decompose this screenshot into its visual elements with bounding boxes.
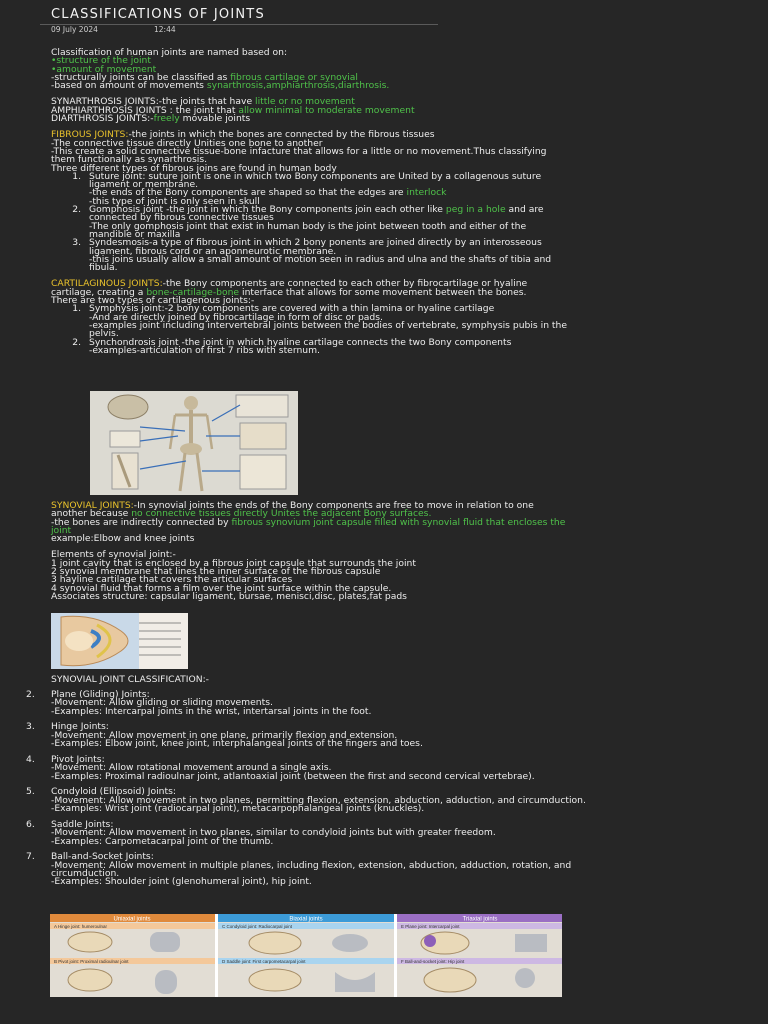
list-number: 7. <box>26 851 35 863</box>
list-body <box>51 788 586 813</box>
text: SYNARTHROSIS JOINTS:-the joints that have <box>51 96 256 108</box>
label-hinge: A Hinge joint: humeroulnar <box>54 924 108 929</box>
intro-line: Classification of human joints are named based on: <box>51 47 288 58</box>
joint-type-title: Pivot Joints: <box>51 753 105 765</box>
text: -the bones are indirectly connected by <box>51 516 232 528</box>
section-heading: CARTILAGINOUS JOINTS: <box>51 278 163 290</box>
list-item <box>26 818 586 847</box>
list-body <box>51 723 586 748</box>
list-number: 2. <box>72 204 81 216</box>
knee-illustration <box>51 613 188 669</box>
joint-examples: -Examples: Elbow joint, knee joint, interphalangeal joints of the fingers and toes. <box>51 738 423 750</box>
intro-bullet-movement: •amount of movement <box>51 63 157 75</box>
joint-type-title: Saddle Joints: <box>51 818 114 830</box>
classification-list <box>26 691 586 894</box>
list-text: Suture joint: suture joint is one in which two Bony components are United by a collagenous suture ligament or membrane. <box>89 170 542 191</box>
highlight: bone-cartilage-bone <box>146 286 240 298</box>
list-subline: -The only gomphosis joint that exist in human body is the joint between tooth and either of the mandible or maxilla <box>89 220 527 240</box>
joint-examples: -Examples: Shoulder joint (glenohumeral joint), hip joint. <box>51 876 312 888</box>
synovial-section <box>51 502 571 601</box>
list-body <box>51 853 586 886</box>
highlight: allow minimal to moderate movement <box>238 104 415 116</box>
list-number: 3. <box>72 237 81 249</box>
text: -the ends of the Bony components are shaped so that the edges are <box>89 187 407 199</box>
joint-type-title: Hinge Joints: <box>51 721 109 733</box>
element-line: Associates structure: capsular ligament, bursae, menisci,disc, plates,fat pads <box>51 590 407 602</box>
skeleton-figure <box>90 391 298 495</box>
list-subline: -examples-articulation of first 7 ribs with sternum. <box>89 344 320 356</box>
joint-examples: -Examples: Wrist joint (radiocarpal joint), metacarpophalangeal joints (knuckles). <box>51 803 425 815</box>
joint-movement: -Movement: Allow gliding or sliding movements. <box>51 697 273 709</box>
list-text: Synchondrosis joint -the joint in which hyaline cartilage connects the two Bony components <box>89 336 512 348</box>
text: -structurally joints can be classified as <box>51 71 231 83</box>
note-date: 09 July 2024 <box>51 25 98 34</box>
joint-examples: -Examples: Proximal radioulnar joint, atlantoaxial joint (between the first and second cervical vertebrae). <box>51 770 535 782</box>
joint-types-illustration <box>50 914 562 997</box>
highlight: fibrous synovium joint capsule filled with synovial fluid that encloses the joint <box>51 516 566 536</box>
elements-heading: Elements of synovial joint:- <box>51 549 176 561</box>
list-item <box>26 788 586 813</box>
label-ball-socket: F Ball-and-socket joint: Hip joint <box>401 959 465 964</box>
list-text: Syndesmosis-a type of fibrous joint in which 2 bony ponents are joined directly by an interosseous ligament, fibrous cord or an aponneurotic membrane. <box>89 237 542 257</box>
page-title: CLASSIFICATIONS OF JOINTS <box>51 7 265 22</box>
skeleton-illustration <box>90 391 298 495</box>
intro-movement <box>51 82 571 90</box>
fibrous-line: -The connective tissue directly Unities one bone to another <box>51 137 323 149</box>
section-heading: FIBROUS JOINTS: <box>51 129 129 141</box>
table-col-triaxial: Triaxial joints <box>462 916 498 923</box>
joint-types-figure <box>50 914 562 997</box>
list-subline: -this type of joint is only seen in skull <box>89 195 260 207</box>
list-item <box>26 853 586 886</box>
list-item <box>26 753 586 782</box>
classification-heading: SYNOVIAL JOINT CLASSIFICATION:- <box>51 674 209 685</box>
text: DIARTHROSIS JOINTS:- <box>51 113 154 125</box>
joint-examples: -Examples: Intercarpal joints in the wrist, intertarsal joints in the foot. <box>51 705 372 717</box>
list-number: 2. <box>26 689 35 700</box>
label-saddle: D Saddle joint: First carpometacarpal joint <box>222 959 306 964</box>
table-col-biaxial: Biaxial joints <box>289 916 323 923</box>
highlight: freely <box>153 113 180 125</box>
joint-type-title: Condyloid (Ellipsoid) Joints: <box>51 786 176 798</box>
fibrous-line: Three different types of fibrous joins are found in human body <box>51 162 337 174</box>
text: -based on amount of movements <box>51 80 207 92</box>
list-number: 3. <box>26 721 35 733</box>
text: movable joints <box>179 113 251 125</box>
list-number: 5. <box>26 786 35 798</box>
list-text: Symphysis joint:-2 bony components are covered with a thin lamina or hyaline cartilage <box>89 303 495 315</box>
highlight: no connective tissues directly Unites the adjacent Bony surfaces. <box>131 508 432 520</box>
list-number: 6. <box>26 818 35 830</box>
highlight: peg in a hole <box>445 204 506 216</box>
text: AMPHIARTHROSIS JOINTS : the joint that <box>51 104 239 116</box>
list-number: 2. <box>72 336 81 348</box>
highlight: fibrous cartilage or synovial <box>230 71 358 83</box>
label-condyloid: C Condyloid joint: Radiocarpal joint <box>222 924 293 929</box>
joint-type-title: Ball-and-Socket Joints: <box>51 851 154 863</box>
list-number: 1. <box>72 170 81 182</box>
note-time: 12:44 <box>154 25 176 34</box>
list-number: 1. <box>72 303 81 315</box>
title-divider <box>40 24 438 25</box>
list-body <box>51 818 586 847</box>
intro-bullet-structure: •structure of the joint <box>51 55 151 67</box>
table-col-uniaxial: Uniaxial joints <box>113 916 151 923</box>
list-item <box>26 723 586 748</box>
diarthrosis-line <box>51 115 571 123</box>
text: and are connected by fibrous connective tissues <box>89 204 544 224</box>
list-subline: -examples joint including intervertebral joints between the bodies of vertebrate, symphysis pubis in the pelvis. <box>89 319 568 340</box>
note-body <box>51 49 571 355</box>
joint-movement: -Movement: Allow movement in multiple planes, including flexion, extension, abduction, adduction, rotation, and circumduction. <box>51 859 572 880</box>
text: Gomphosis joint -the joint in which the Bony components join each other like <box>89 204 446 216</box>
fibrous-line: -This create a solid connective tissue-bone infacture that allows for a little or no movement.Thus classifying them functionally as synarthrosis. <box>51 145 547 166</box>
element-line: 2 synovial membrane that lines the inner surface of the fibrous capsule <box>51 566 381 578</box>
highlight: interlock <box>406 187 447 199</box>
joint-movement: -Movement: Allow movement in one plane, primarily flexion and extension. <box>51 729 398 741</box>
list-subline: -And are directly joined by fibrocartilage in form of disc or pads. <box>89 311 383 323</box>
joint-examples: -Examples: Carpometacarpal joint of the thumb. <box>51 835 274 847</box>
joint-type-title: Plane (Gliding) Joints: <box>51 689 150 700</box>
list-body <box>51 691 586 716</box>
element-line: 3 hayline cartilage that covers the articular surfaces <box>51 574 293 586</box>
classification-heading-block <box>51 676 571 684</box>
text: -In synovial joints the ends of the Bony components are free to move in relation to one another because <box>51 500 534 520</box>
list-body <box>51 753 586 782</box>
section-heading: SYNOVIAL JOINTS: <box>51 500 134 511</box>
label-plane: E Plane joint: Intercarpal joint <box>401 924 460 929</box>
joint-movement: -Movement: Allow movement in two planes, permitting flexion, extension, abduction, adduction, and circumduction. <box>51 794 586 806</box>
label-pivot: B Pivot joint: Proximal radioulnar joint <box>54 959 129 964</box>
cartilaginous-line: There are two types of cartilagenous joints:- <box>51 295 255 307</box>
text: interface that allows for some movement between the bones. <box>239 286 527 298</box>
list-subline: -this joins usually allow a small amount of motion seen in radius and ulna and the shafts of tibia and fibula. <box>89 253 552 274</box>
highlight: synarthrosis,amphiarthrosis,diarthrosis. <box>206 80 390 92</box>
text: -the joints in which the bones are connected by the fibrous tissues <box>128 129 435 141</box>
element-line: 4 synovial fluid that forms a film over the joint surface within the capsule. <box>51 582 392 594</box>
highlight: little or no movement <box>255 96 355 108</box>
joint-movement: -Movement: Allow rotational movement around a single axis. <box>51 762 332 774</box>
text: -the Bony components are connected to each other by fibrocartilage or hyaline cartilage, creating a <box>51 278 528 298</box>
knee-joint-figure <box>51 613 188 669</box>
element-line: 1 joint cavity that is enclosed by a fibrous joint capsule that surrounds the joint <box>51 557 416 569</box>
joint-movement: -Movement: Allow movement in two planes, similar to condyloid joints but with greater freedom. <box>51 827 496 839</box>
list-number: 4. <box>26 753 35 765</box>
list-item <box>26 691 586 716</box>
synovial-line: example:Elbow and knee joints <box>51 533 195 545</box>
